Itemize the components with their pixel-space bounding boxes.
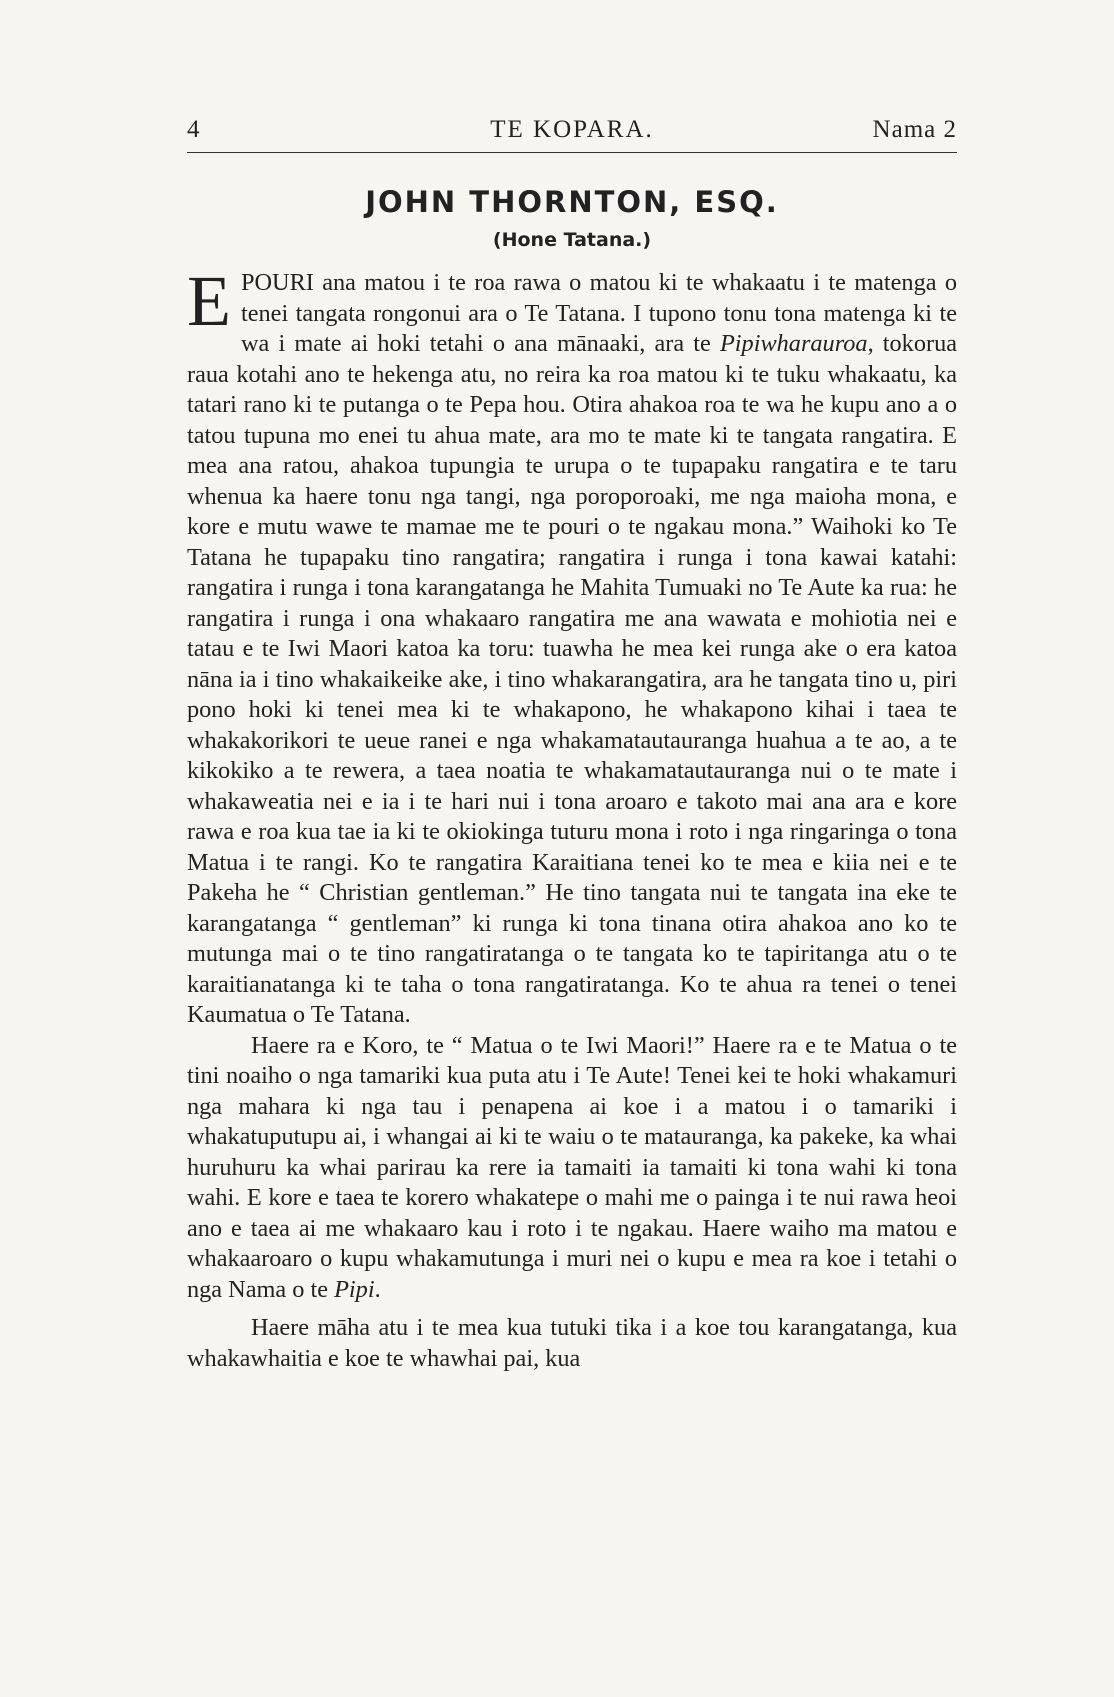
paragraph-3: Haere māha atu i te mea kua tutuki tika i a koe tou karangatanga, kua whakawhaitia e koe te whawhai pai, kua [187,1314,957,1372]
issue-number: Nama 2 [872,116,957,143]
article-body [187,261,957,1374]
paragraph-2-text-b: . [374,1275,381,1303]
paragraph-1-ship-name: Pipiwharauroa [719,330,868,357]
article-title: JOHN THORNTON, ESQ. [365,185,779,219]
publication-title: TE KOPARA. [490,116,654,143]
page-header [187,112,957,153]
drop-cap: E [187,261,231,341]
paragraph-1-text-b: , tokorua raua kotahi ano te hekenga atu, no reira ka roa matou ki te tuku whakaatu, ka tatari rano ki te putanga o te Pepa hou. Otira ahakoa roa te wa he kupu ano a o tatou tupuna mo enei tu ahua mate, ara mo te mate ki te tangata rangatira. E mea ana ratou, ahakoa tupungia te urupa o te tupapaku rangatira e te taru whenua ka haere tonu nga tangi, nga poroporoaki, me nga maioha mona, e kore e mutu wawe te mamae me te pouri o te ngakau mona.” Waihoki ko Te Tatana he tupapaku tino rangatira; rangatira i runga i tona kawai katahi: rangatira i runga i tona karangatanga he Mahita Tumuaki no Te Aute ka rua: he rangatira i runga i ona whakaaro rangatira me ana wawata e mohiotia nei e tatau e te Iwi Maori katoa ka toru: tuawha he mea kei runga ake o era katoa nāna ia i tino whakaikeike ake, i tino whakarangatira, ara he tangata tino u, piri pono hoki ki tenei mea ki te whakapono, he whakapono kihai i taea te whakakorikori te ueue ranei e nga whakamatautauranga huahua a te ao, a te kikokiko a te rewera, a taea noatia te whakamatautauranga nui o te mate i whakaweatia nei e ia i te hari nui i tona aroaro e takoto mai ana ara e kore rawa e roa kua tae ia ki te okiokinga tuturu mona i roto i nga ringaringa o tona Matua i te rangi. Ko te rangatira Karaitiana tenei ko te mea e kiia nei e te Pakeha he “ Christian gentleman.” He tino tangata nui te tangata ina eke te karangatanga “ gentleman” ki runga ki tona tinana otira ahakoa ano ko te mutunga mai o te tino rangatiratanga o te tangata ko te tapiritanga atu o te karaitianatanga ki te taha o tona rangatiratanga. Ko te ahua ra tenei o tenei Kaumatua o Te Tatana. [187,330,957,1028]
paragraph-2-text-a: Haere ra e Koro, te “ Matua o te Iwi Maori!” Haere ra e te Matua o te tini noaiho o nga tamariki kua puta atu i Te Aute! Tenei kei te hoki whakamuri nga mahara ki nga tau i penapena ai koe i a matou i o tamariki i whakatuputupu ai, i whangai ai ki te waiu o te matauranga, ka pakeke, ka whai huruhuru ka whai parirau ka rere ia tamaiti ia tamaiti ki tona wahi ki tona wahi. E kore e taea te korero whakatepe o mahi me o painga i te nui rawa heoi ano e taea ai me whakaaro kau i roto i te ngakau. Haere waiho ma matou e whakaaroaro o kupu whakamutunga i muri nei o kupu e mea ra koe i tetahi o nga Nama o te [187,1031,957,1303]
article-subtitle: (Hone Tatana.) [492,229,652,251]
paragraph-1 [187,261,957,1031]
page-number: 4 [187,116,201,143]
paragraph-2 [187,1031,957,1306]
paragraph-2-pipi: Pipi [334,1275,375,1303]
paragraph-1-text-a: POURI ana matou i te roa rawa o matou ki te whakaatu i te matenga o tenei tangata rongonui ara o Te Tatana. I tupono tonu tona matenga ki te wa i mate ai hoki tetahi o ana mānaaki, ara te [240,269,957,357]
